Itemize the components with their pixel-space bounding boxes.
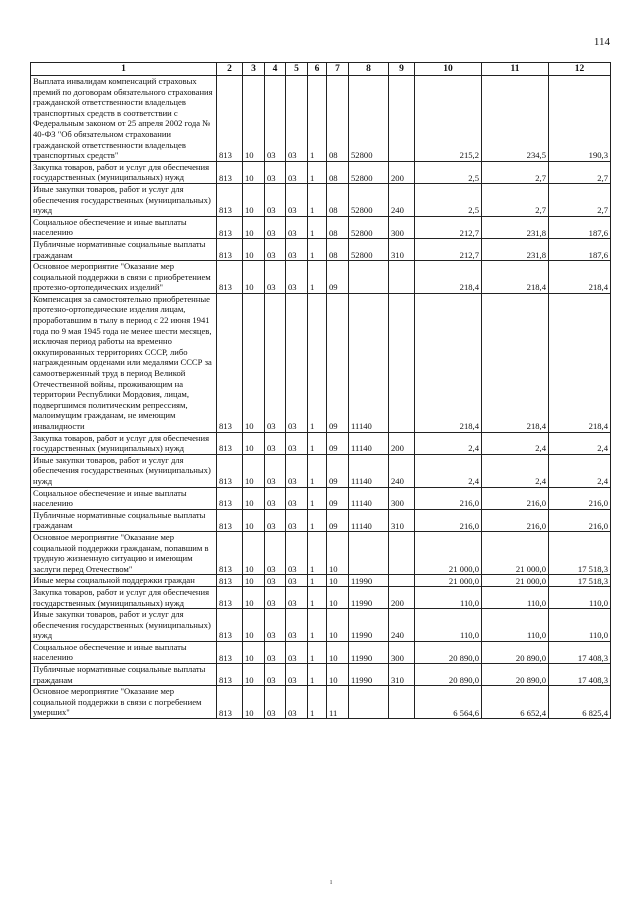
code-cell: 10 — [243, 586, 265, 608]
code-cell: 10 — [243, 664, 265, 686]
code-cell: 03 — [286, 531, 308, 574]
code-cell: 03 — [265, 575, 286, 587]
code-cell: 03 — [265, 641, 286, 663]
code-cell: 1 — [308, 641, 327, 663]
code-cell: 1 — [308, 487, 327, 509]
code-cell: 10 — [327, 586, 349, 608]
code-cell: 10 — [327, 531, 349, 574]
amount-cell: 2,5 — [415, 183, 482, 216]
code-cell: 08 — [327, 161, 349, 183]
code-cell: 03 — [286, 216, 308, 238]
code-cell — [389, 293, 415, 432]
code-cell: 200 — [389, 161, 415, 183]
code-cell: 1 — [308, 238, 327, 260]
code-cell: 310 — [389, 238, 415, 260]
row-name-cell: Иные меры социальной поддержки граждан — [31, 575, 217, 587]
code-cell: 11990 — [349, 609, 389, 642]
page-number: 114 — [593, 36, 610, 48]
amount-cell: 190,3 — [549, 76, 611, 162]
code-cell: 1 — [308, 454, 327, 487]
code-cell: 52800 — [349, 238, 389, 260]
code-cell: 09 — [327, 261, 349, 294]
code-cell: 11990 — [349, 664, 389, 686]
code-cell: 03 — [286, 432, 308, 454]
code-cell: 03 — [286, 641, 308, 663]
code-cell: 10 — [243, 509, 265, 531]
code-cell: 813 — [217, 509, 243, 531]
amount-cell: 2,5 — [415, 161, 482, 183]
code-cell: 10 — [243, 238, 265, 260]
amount-cell: 2,7 — [482, 161, 549, 183]
code-cell: 03 — [265, 261, 286, 294]
row-name-cell: Компенсация за самостоятельно приобретенные протезно-ортопедические изделия лицам, проработавшим в тылу в период с 22 июня 1941 года по 9 мая 1945 года не менее шести месяцев, исключая период работы на временно оккупированных территориях СССР, либо награжденным орденами или медалями СССР за самоотверженный труд в период Великой Отечественной войны, проживающим на территории Республики Мордовия, лицам, подвергшимся политическим репрессиям, малоимущим гражданам, не имеющим инвалидности — [31, 293, 217, 432]
code-cell: 52800 — [349, 161, 389, 183]
table-row — [31, 432, 611, 454]
amount-cell: 110,0 — [482, 586, 549, 608]
code-cell — [389, 686, 415, 719]
code-cell: 813 — [217, 183, 243, 216]
amount-cell: 110,0 — [415, 609, 482, 642]
code-cell: 813 — [217, 293, 243, 432]
row-name-cell: Публичные нормативные социальные выплаты гражданам — [31, 664, 217, 686]
table-row — [31, 238, 611, 260]
amount-cell: 216,0 — [549, 487, 611, 509]
table-row — [31, 509, 611, 531]
code-cell: 1 — [308, 531, 327, 574]
code-cell: 813 — [217, 432, 243, 454]
table-row — [31, 76, 611, 162]
code-cell — [389, 531, 415, 574]
code-cell: 03 — [265, 664, 286, 686]
table-row — [31, 487, 611, 509]
code-cell: 10 — [327, 641, 349, 663]
amount-cell: 2,4 — [549, 454, 611, 487]
amount-cell: 218,4 — [482, 293, 549, 432]
amount-cell: 218,4 — [482, 261, 549, 294]
code-cell: 1 — [308, 261, 327, 294]
code-cell: 11140 — [349, 432, 389, 454]
table-header-row — [31, 63, 611, 76]
amount-cell: 234,5 — [482, 76, 549, 162]
code-cell: 240 — [389, 183, 415, 216]
code-cell: 813 — [217, 216, 243, 238]
table-row — [31, 609, 611, 642]
code-cell: 09 — [327, 454, 349, 487]
code-cell: 03 — [286, 261, 308, 294]
table-row — [31, 586, 611, 608]
code-cell: 52800 — [349, 216, 389, 238]
amount-cell: 2,4 — [415, 432, 482, 454]
code-cell: 03 — [286, 509, 308, 531]
amount-cell: 110,0 — [415, 586, 482, 608]
code-cell: 1 — [308, 432, 327, 454]
code-cell — [349, 261, 389, 294]
code-cell: 03 — [286, 183, 308, 216]
code-cell: 03 — [286, 609, 308, 642]
code-cell: 03 — [286, 575, 308, 587]
footer-mark: ı — [330, 877, 333, 886]
column-header: 8 — [349, 63, 389, 76]
code-cell: 10 — [243, 686, 265, 719]
code-cell: 10 — [327, 609, 349, 642]
amount-cell: 21 000,0 — [415, 575, 482, 587]
code-cell: 03 — [265, 509, 286, 531]
code-cell: 03 — [265, 216, 286, 238]
code-cell: 813 — [217, 609, 243, 642]
column-header: 4 — [265, 63, 286, 76]
code-cell: 200 — [389, 586, 415, 608]
code-cell: 300 — [389, 641, 415, 663]
row-name-cell: Выплата инвалидам компенсаций страховых премий по договорам обязательного страхования гражданской ответственности владельцев транспортных средств в соответствии с Федеральным законом от 25 апреля 2002 года № 40-ФЗ "Об обязательном страховании гражданской ответственности владельцев транспортных средств" — [31, 76, 217, 162]
amount-cell: 2,4 — [415, 454, 482, 487]
amount-cell: 187,6 — [549, 238, 611, 260]
code-cell: 813 — [217, 454, 243, 487]
row-name-cell: Социальное обеспечение и иные выплаты населению — [31, 487, 217, 509]
code-cell: 10 — [243, 161, 265, 183]
amount-cell: 187,6 — [549, 216, 611, 238]
table-row — [31, 531, 611, 574]
code-cell: 813 — [217, 686, 243, 719]
table-row — [31, 183, 611, 216]
code-cell: 09 — [327, 487, 349, 509]
code-cell: 03 — [265, 609, 286, 642]
code-cell: 310 — [389, 664, 415, 686]
code-cell — [389, 76, 415, 162]
code-cell: 11990 — [349, 641, 389, 663]
code-cell: 03 — [265, 454, 286, 487]
row-name-cell: Основное мероприятие "Оказание мер социальной поддержки в связи с приобретением протезно-ортопедических изделий" — [31, 261, 217, 294]
code-cell: 10 — [243, 575, 265, 587]
row-name-cell: Социальное обеспечение и иные выплаты населению — [31, 641, 217, 663]
amount-cell: 218,4 — [415, 261, 482, 294]
code-cell: 08 — [327, 238, 349, 260]
amount-cell: 216,0 — [482, 487, 549, 509]
code-cell: 09 — [327, 293, 349, 432]
code-cell: 52800 — [349, 183, 389, 216]
amount-cell: 218,4 — [549, 293, 611, 432]
code-cell: 10 — [243, 609, 265, 642]
amount-cell: 2,4 — [549, 432, 611, 454]
code-cell: 09 — [327, 432, 349, 454]
code-cell: 1 — [308, 183, 327, 216]
code-cell: 03 — [265, 238, 286, 260]
code-cell: 813 — [217, 664, 243, 686]
code-cell: 03 — [286, 161, 308, 183]
amount-cell: 216,0 — [415, 509, 482, 531]
amount-cell: 17 408,3 — [549, 664, 611, 686]
code-cell: 1 — [308, 664, 327, 686]
amount-cell: 231,8 — [482, 216, 549, 238]
code-cell: 813 — [217, 76, 243, 162]
amount-cell: 2,4 — [482, 432, 549, 454]
amount-cell: 216,0 — [482, 509, 549, 531]
table-row — [31, 161, 611, 183]
amount-cell: 20 890,0 — [482, 641, 549, 663]
code-cell: 310 — [389, 509, 415, 531]
amount-cell: 110,0 — [482, 609, 549, 642]
code-cell: 03 — [265, 161, 286, 183]
code-cell: 10 — [243, 531, 265, 574]
amount-cell: 110,0 — [549, 609, 611, 642]
code-cell: 813 — [217, 261, 243, 294]
code-cell: 1 — [308, 509, 327, 531]
code-cell: 240 — [389, 454, 415, 487]
code-cell: 813 — [217, 161, 243, 183]
column-header: 2 — [217, 63, 243, 76]
code-cell: 03 — [286, 664, 308, 686]
code-cell: 11990 — [349, 586, 389, 608]
amount-cell: 2,7 — [549, 161, 611, 183]
amount-cell: 215,2 — [415, 76, 482, 162]
column-header: 10 — [415, 63, 482, 76]
amount-cell: 2,7 — [482, 183, 549, 216]
code-cell: 10 — [243, 487, 265, 509]
code-cell: 03 — [286, 686, 308, 719]
code-cell: 200 — [389, 432, 415, 454]
row-name-cell: Публичные нормативные социальные выплаты гражданам — [31, 238, 217, 260]
code-cell: 08 — [327, 76, 349, 162]
code-cell: 03 — [286, 238, 308, 260]
code-cell — [349, 531, 389, 574]
row-name-cell: Основное мероприятие "Оказание мер социальной поддержки в связи с погребением умерших" — [31, 686, 217, 719]
code-cell: 813 — [217, 641, 243, 663]
amount-cell: 17 518,3 — [549, 575, 611, 587]
code-cell: 03 — [265, 531, 286, 574]
amount-cell: 6 652,4 — [482, 686, 549, 719]
code-cell — [349, 686, 389, 719]
code-cell: 813 — [217, 238, 243, 260]
amount-cell: 17 408,3 — [549, 641, 611, 663]
amount-cell: 110,0 — [549, 586, 611, 608]
code-cell: 03 — [286, 76, 308, 162]
code-cell: 1 — [308, 293, 327, 432]
code-cell: 10 — [243, 261, 265, 294]
amount-cell: 6 564,6 — [415, 686, 482, 719]
code-cell: 10 — [243, 454, 265, 487]
row-name-cell: Иные закупки товаров, работ и услуг для обеспечения государственных (муниципальных) нужд — [31, 183, 217, 216]
column-header: 9 — [389, 63, 415, 76]
code-cell: 11 — [327, 686, 349, 719]
table-body — [31, 76, 611, 719]
code-cell: 1 — [308, 76, 327, 162]
row-name-cell: Публичные нормативные социальные выплаты гражданам — [31, 509, 217, 531]
amount-cell: 17 518,3 — [549, 531, 611, 574]
code-cell: 10 — [243, 293, 265, 432]
amount-cell: 218,4 — [415, 293, 482, 432]
column-header: 12 — [549, 63, 611, 76]
code-cell: 1 — [308, 586, 327, 608]
code-cell — [389, 261, 415, 294]
table-row — [31, 641, 611, 663]
code-cell: 1 — [308, 161, 327, 183]
table-row — [31, 261, 611, 294]
code-cell: 10 — [243, 76, 265, 162]
code-cell: 300 — [389, 216, 415, 238]
amount-cell: 212,7 — [415, 216, 482, 238]
amount-cell: 216,0 — [549, 509, 611, 531]
row-name-cell: Закупка товаров, работ и услуг для обеспечения государственных (муниципальных) нужд — [31, 432, 217, 454]
amount-cell: 2,7 — [549, 183, 611, 216]
row-name-cell: Социальное обеспечение и иные выплаты населению — [31, 216, 217, 238]
code-cell: 03 — [265, 586, 286, 608]
column-header: 5 — [286, 63, 308, 76]
code-cell: 813 — [217, 531, 243, 574]
code-cell: 10 — [327, 575, 349, 587]
code-cell: 03 — [286, 487, 308, 509]
amount-cell: 6 825,4 — [549, 686, 611, 719]
code-cell: 03 — [265, 76, 286, 162]
code-cell: 03 — [286, 293, 308, 432]
table-row — [31, 293, 611, 432]
code-cell: 813 — [217, 586, 243, 608]
code-cell: 10 — [243, 183, 265, 216]
amount-cell: 20 890,0 — [415, 664, 482, 686]
code-cell: 10 — [243, 641, 265, 663]
code-cell: 11140 — [349, 293, 389, 432]
amount-cell: 21 000,0 — [415, 531, 482, 574]
row-name-cell: Иные закупки товаров, работ и услуг для обеспечения государственных (муниципальных) нужд — [31, 609, 217, 642]
code-cell: 11140 — [349, 454, 389, 487]
code-cell: 1 — [308, 686, 327, 719]
code-cell: 03 — [286, 586, 308, 608]
code-cell: 300 — [389, 487, 415, 509]
code-cell: 1 — [308, 216, 327, 238]
code-cell: 11140 — [349, 509, 389, 531]
code-cell: 03 — [265, 487, 286, 509]
code-cell: 03 — [265, 686, 286, 719]
amount-cell: 216,0 — [415, 487, 482, 509]
code-cell: 03 — [286, 454, 308, 487]
row-name-cell: Иные закупки товаров, работ и услуг для обеспечения государственных (муниципальных) нужд — [31, 454, 217, 487]
code-cell: 03 — [265, 432, 286, 454]
code-cell: 03 — [265, 183, 286, 216]
row-name-cell: Закупка товаров, работ и услуг для обеспечения государственных (муниципальных) нужд — [31, 586, 217, 608]
amount-cell: 231,8 — [482, 238, 549, 260]
code-cell: 52800 — [349, 76, 389, 162]
code-cell: 813 — [217, 575, 243, 587]
amount-cell: 20 890,0 — [415, 641, 482, 663]
amount-cell: 2,4 — [482, 454, 549, 487]
row-name-cell: Основное мероприятие "Оказание мер социальной поддержки гражданам, попавшим в трудную жизненную ситуацию и имеющим заслуги перед Отечеством" — [31, 531, 217, 574]
amount-cell: 21 000,0 — [482, 531, 549, 574]
table-row — [31, 454, 611, 487]
table-row — [31, 575, 611, 587]
amount-cell: 20 890,0 — [482, 664, 549, 686]
code-cell: 10 — [243, 432, 265, 454]
code-cell: 1 — [308, 609, 327, 642]
code-cell: 1 — [308, 575, 327, 587]
code-cell: 240 — [389, 609, 415, 642]
amount-cell: 21 000,0 — [482, 575, 549, 587]
code-cell: 08 — [327, 183, 349, 216]
code-cell: 08 — [327, 216, 349, 238]
amount-cell: 212,7 — [415, 238, 482, 260]
code-cell: 11140 — [349, 487, 389, 509]
table-row — [31, 216, 611, 238]
column-header: 1 — [31, 63, 217, 76]
code-cell: 09 — [327, 509, 349, 531]
budget-table — [30, 62, 611, 719]
amount-cell: 218,4 — [549, 261, 611, 294]
row-name-cell: Закупка товаров, работ и услуг для обеспечения государственных (муниципальных) нужд — [31, 161, 217, 183]
column-header: 3 — [243, 63, 265, 76]
code-cell: 11990 — [349, 575, 389, 587]
code-cell: 10 — [327, 664, 349, 686]
code-cell: 10 — [243, 216, 265, 238]
column-header: 11 — [482, 63, 549, 76]
table-row — [31, 664, 611, 686]
column-header: 7 — [327, 63, 349, 76]
code-cell — [389, 575, 415, 587]
code-cell: 813 — [217, 487, 243, 509]
table-row — [31, 686, 611, 719]
code-cell: 03 — [265, 293, 286, 432]
column-header: 6 — [308, 63, 327, 76]
